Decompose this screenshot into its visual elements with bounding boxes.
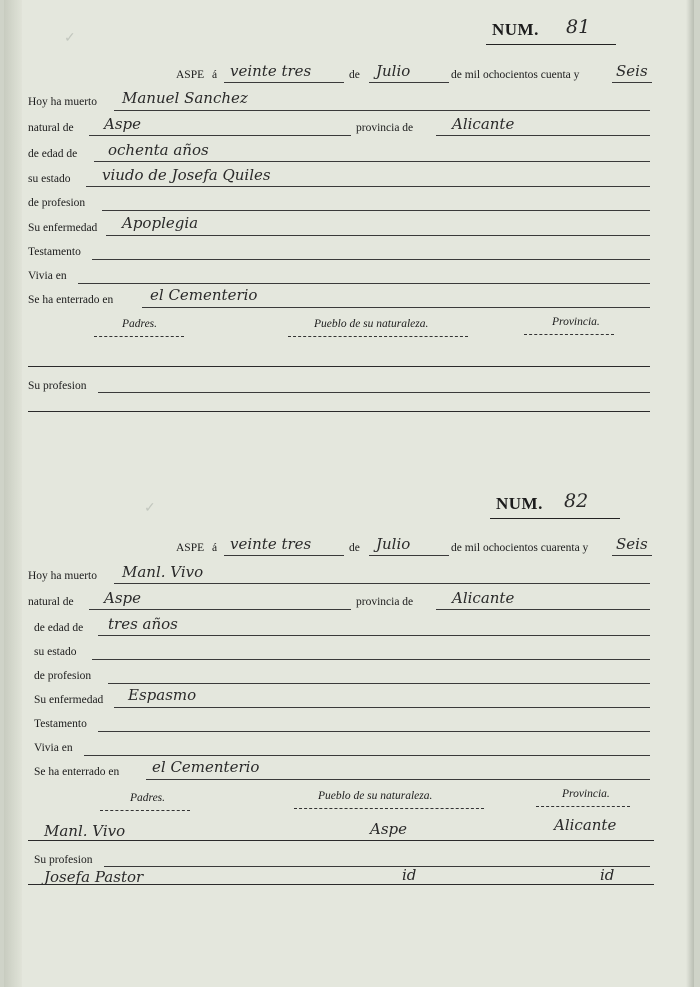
place-label: ASPE xyxy=(176,69,205,81)
day-value: veinte tres xyxy=(230,62,312,80)
edad-value: ochenta años xyxy=(108,141,209,159)
record-number: 81 xyxy=(566,16,591,38)
de-label: de xyxy=(349,69,360,81)
month-value: Julio xyxy=(376,535,411,553)
padre-pueblo: Aspe xyxy=(370,820,408,838)
provincia-header: Provincia. xyxy=(552,316,600,328)
profesion-label: de profesion xyxy=(28,197,86,209)
enfermedad-value: Espasmo xyxy=(128,686,197,704)
padres-header: Padres. xyxy=(122,318,158,330)
prep-a: á xyxy=(212,542,218,554)
estado-label: su estado xyxy=(34,646,77,658)
padres-header: Padres. xyxy=(130,792,166,804)
year-text: de mil ochocientos cuarenta y xyxy=(451,542,589,554)
estado-label: su estado xyxy=(28,173,71,185)
year-end: Seis xyxy=(616,535,648,553)
padre-provincia: Alicante xyxy=(554,816,617,834)
natural-value: Aspe xyxy=(104,589,142,607)
number-underline xyxy=(486,44,616,45)
padre-name: Manl. Vivo xyxy=(44,822,126,840)
de-label: de xyxy=(349,542,360,554)
bleed-through-mark: ✓ xyxy=(64,31,76,46)
su-profesion-label: Su profesion xyxy=(28,380,87,392)
vivia-label: Vivia en xyxy=(34,742,73,754)
enterrado-value: el Cementerio xyxy=(150,286,258,304)
estado-value: viudo de Josefa Quiles xyxy=(102,166,271,184)
provincia-de-label: provincia de xyxy=(356,122,414,134)
natural-label: natural de xyxy=(28,122,74,134)
day-value: veinte tres xyxy=(230,535,312,553)
register-page xyxy=(4,0,694,987)
natural-value: Aspe xyxy=(104,115,142,133)
natural-label: natural de xyxy=(28,596,74,608)
hoy-label: Hoy ha muerto xyxy=(28,96,97,108)
su-profesion-label: Su profesion xyxy=(34,854,93,866)
testamento-label: Testamento xyxy=(28,246,81,258)
pueblo-header: Pueblo de su naturaleza. xyxy=(318,790,433,802)
record-number: 82 xyxy=(564,490,589,512)
prep-a: á xyxy=(212,69,218,81)
provincia-header: Provincia. xyxy=(562,788,610,800)
vivia-label: Vivia en xyxy=(28,270,67,282)
place-label: ASPE xyxy=(176,542,205,554)
edad-label: de edad de xyxy=(28,148,78,160)
provincia-value: Alicante xyxy=(452,115,515,133)
enterrado-value: el Cementerio xyxy=(152,758,260,776)
edad-label: de edad de xyxy=(34,622,84,634)
record-number-label: NUM. xyxy=(496,494,543,513)
profesion-label: de profesion xyxy=(34,670,92,682)
madre-pueblo: id xyxy=(402,866,417,884)
provincia-value: Alicante xyxy=(452,589,515,607)
deceased-name: Manl. Vivo xyxy=(122,563,204,581)
number-underline xyxy=(490,518,620,519)
enterrado-label: Se ha enterrado en xyxy=(28,294,114,306)
book-spine xyxy=(4,0,22,987)
provincia-de-label: provincia de xyxy=(356,596,414,608)
page-edge xyxy=(686,0,694,987)
pueblo-header: Pueblo de su naturaleza. xyxy=(314,318,429,330)
madre-provincia: id xyxy=(600,866,615,884)
enfermedad-value: Apoplegia xyxy=(122,214,199,232)
hoy-label: Hoy ha muerto xyxy=(28,570,97,582)
madre-name: Josefa Pastor xyxy=(44,868,144,886)
enterrado-label: Se ha enterrado en xyxy=(34,766,120,778)
enfermedad-label: Su enfermedad xyxy=(34,694,104,706)
bleed-through-mark: ✓ xyxy=(144,501,156,516)
testamento-label: Testamento xyxy=(34,718,87,730)
record-number-label: NUM. xyxy=(492,20,539,39)
enfermedad-label: Su enfermedad xyxy=(28,222,98,234)
year-end: Seis xyxy=(616,62,648,80)
month-value: Julio xyxy=(376,62,411,80)
edad-value: tres años xyxy=(108,615,178,633)
year-text: de mil ochocientos cuenta y xyxy=(451,69,580,81)
deceased-name: Manuel Sanchez xyxy=(122,89,248,107)
